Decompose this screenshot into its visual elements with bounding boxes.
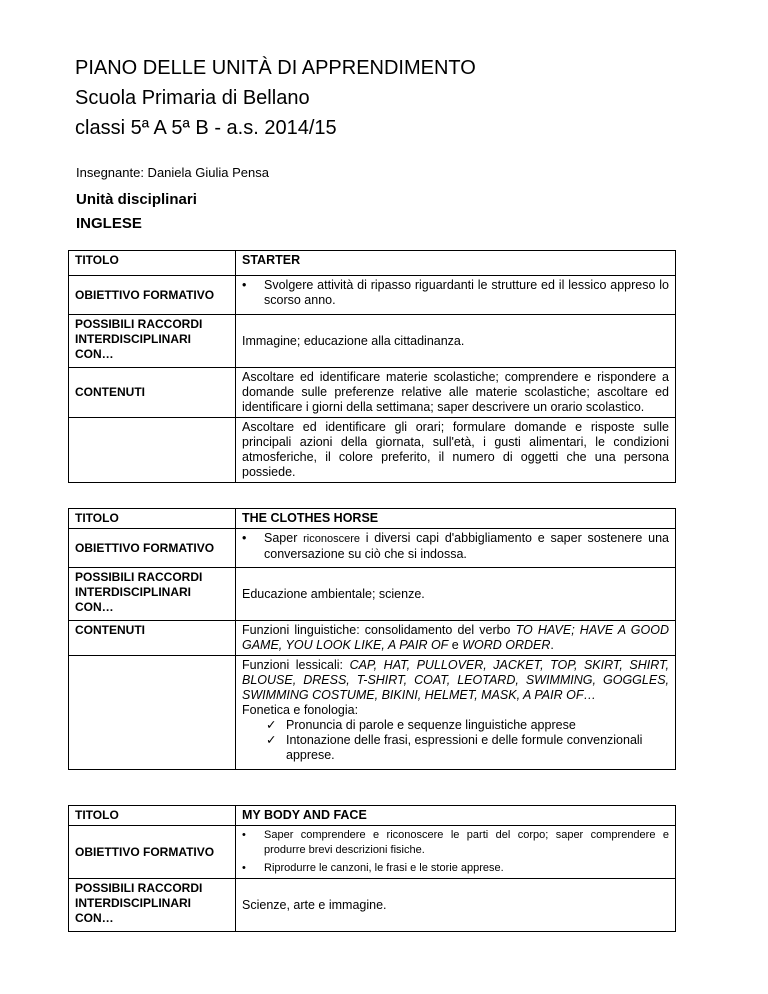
section-title: Unità disciplinari xyxy=(76,191,197,208)
class-year: classi 5ª A 5ª B - a.s. 2014/15 xyxy=(75,117,337,139)
document-title: PIANO DELLE UNITÀ DI APPRENDIMENTO xyxy=(75,57,476,79)
label-titolo: TITOLO xyxy=(69,251,236,276)
label-obiettivo: OBIETTIVO FORMATIVO xyxy=(69,276,236,315)
unit-objective: • Saper riconoscere i diversi capi d'abbigliamento e saper sostenere una conversazione su ciò che si indossa. xyxy=(236,529,676,568)
unit-table-body xyxy=(68,805,676,932)
label-raccordi: POSSIBILI RACCORDI INTERDISCIPLINARI CON… xyxy=(69,315,236,368)
teacher-name: Insegnante: Daniela Giulia Pensa xyxy=(76,165,269,180)
label-obiettivo: OBIETTIVO FORMATIVO xyxy=(69,529,236,568)
checkmark-icon: ✓ xyxy=(266,718,277,732)
unit-title: THE CLOTHES HORSE xyxy=(236,509,676,529)
label-titolo: TITOLO xyxy=(69,509,236,529)
bullet-icon: • xyxy=(242,829,246,841)
unit-table-clothes xyxy=(68,508,676,770)
label-titolo: TITOLO xyxy=(69,806,236,826)
unit-content-lexical: Funzioni lessicali: CAP, HAT, PULLOVER, JACKET, TOP, SKIRT, SHIRT, BLOUSE, DRESS, T-SHIRT, COAT, LEOTARD, SWIMMING, GOGGLES, SWIMMING COSTUME, BIKINI, HELMET, MASK, A PAIR OF… Fonetica e fonologia: ✓ Pronuncia di parole e sequenze linguistiche apprese ✓ Intonazione delle frasi, espressioni e delle formule convenzionali apprese. xyxy=(236,656,676,770)
unit-title: STARTER xyxy=(236,251,676,276)
unit-title: MY BODY AND FACE xyxy=(236,806,676,826)
bullet-icon: • xyxy=(242,531,247,545)
label-raccordi: POSSIBILI RACCORDI INTERDISCIPLINARI CON… xyxy=(69,879,236,932)
checkmark-icon: ✓ xyxy=(266,733,277,747)
unit-content-linguistic: Funzioni linguistiche: consolidamento del verbo TO HAVE; HAVE A GOOD GAME, YOU LOOK LIKE, A PAIR OF e WORD ORDER. xyxy=(236,621,676,656)
unit-links: Educazione ambientale; scienze. xyxy=(236,568,676,621)
unit-links: Immagine; educazione alla cittadinanza. xyxy=(236,315,676,368)
school-name: Scuola Primaria di Bellano xyxy=(75,87,310,109)
unit-content: Ascoltare ed identificare gli orari; formulare domande e risposte sulle principali azioni della giornata, sull'età, i gusti alimentari, le condizioni atmosferiche, il colore preferito, il numero di oggetti che una persona possiede. xyxy=(236,418,676,483)
subject-title: INGLESE xyxy=(76,215,142,232)
unit-objective: • Saper comprendere e riconoscere le parti del corpo; saper comprendere e produrre brevi descrizioni fisiche. • Riprodurre le canzoni, le frasi e le storie apprese. xyxy=(236,826,676,879)
bullet-icon: • xyxy=(242,862,246,874)
unit-objective: • Svolgere attività di ripasso riguardanti le strutture ed il lessico appreso lo scorso anno. xyxy=(236,276,676,315)
label-contenuti: CONTENUTI xyxy=(69,621,236,656)
label-obiettivo: OBIETTIVO FORMATIVO xyxy=(69,826,236,879)
unit-table-starter xyxy=(68,250,676,483)
unit-content: Ascoltare ed identificare materie scolastiche; comprendere e rispondere a domande sulle preferenze relative alle materie scolastiche; ascoltare ed identificare i giorni della settimana; saper descrivere un orario scolastico. xyxy=(236,368,676,418)
bullet-icon: • xyxy=(242,278,247,292)
label-raccordi: POSSIBILI RACCORDI INTERDISCIPLINARI CON… xyxy=(69,568,236,621)
unit-links: Scienze, arte e immagine. xyxy=(236,879,676,932)
label-contenuti: CONTENUTI xyxy=(69,368,236,418)
